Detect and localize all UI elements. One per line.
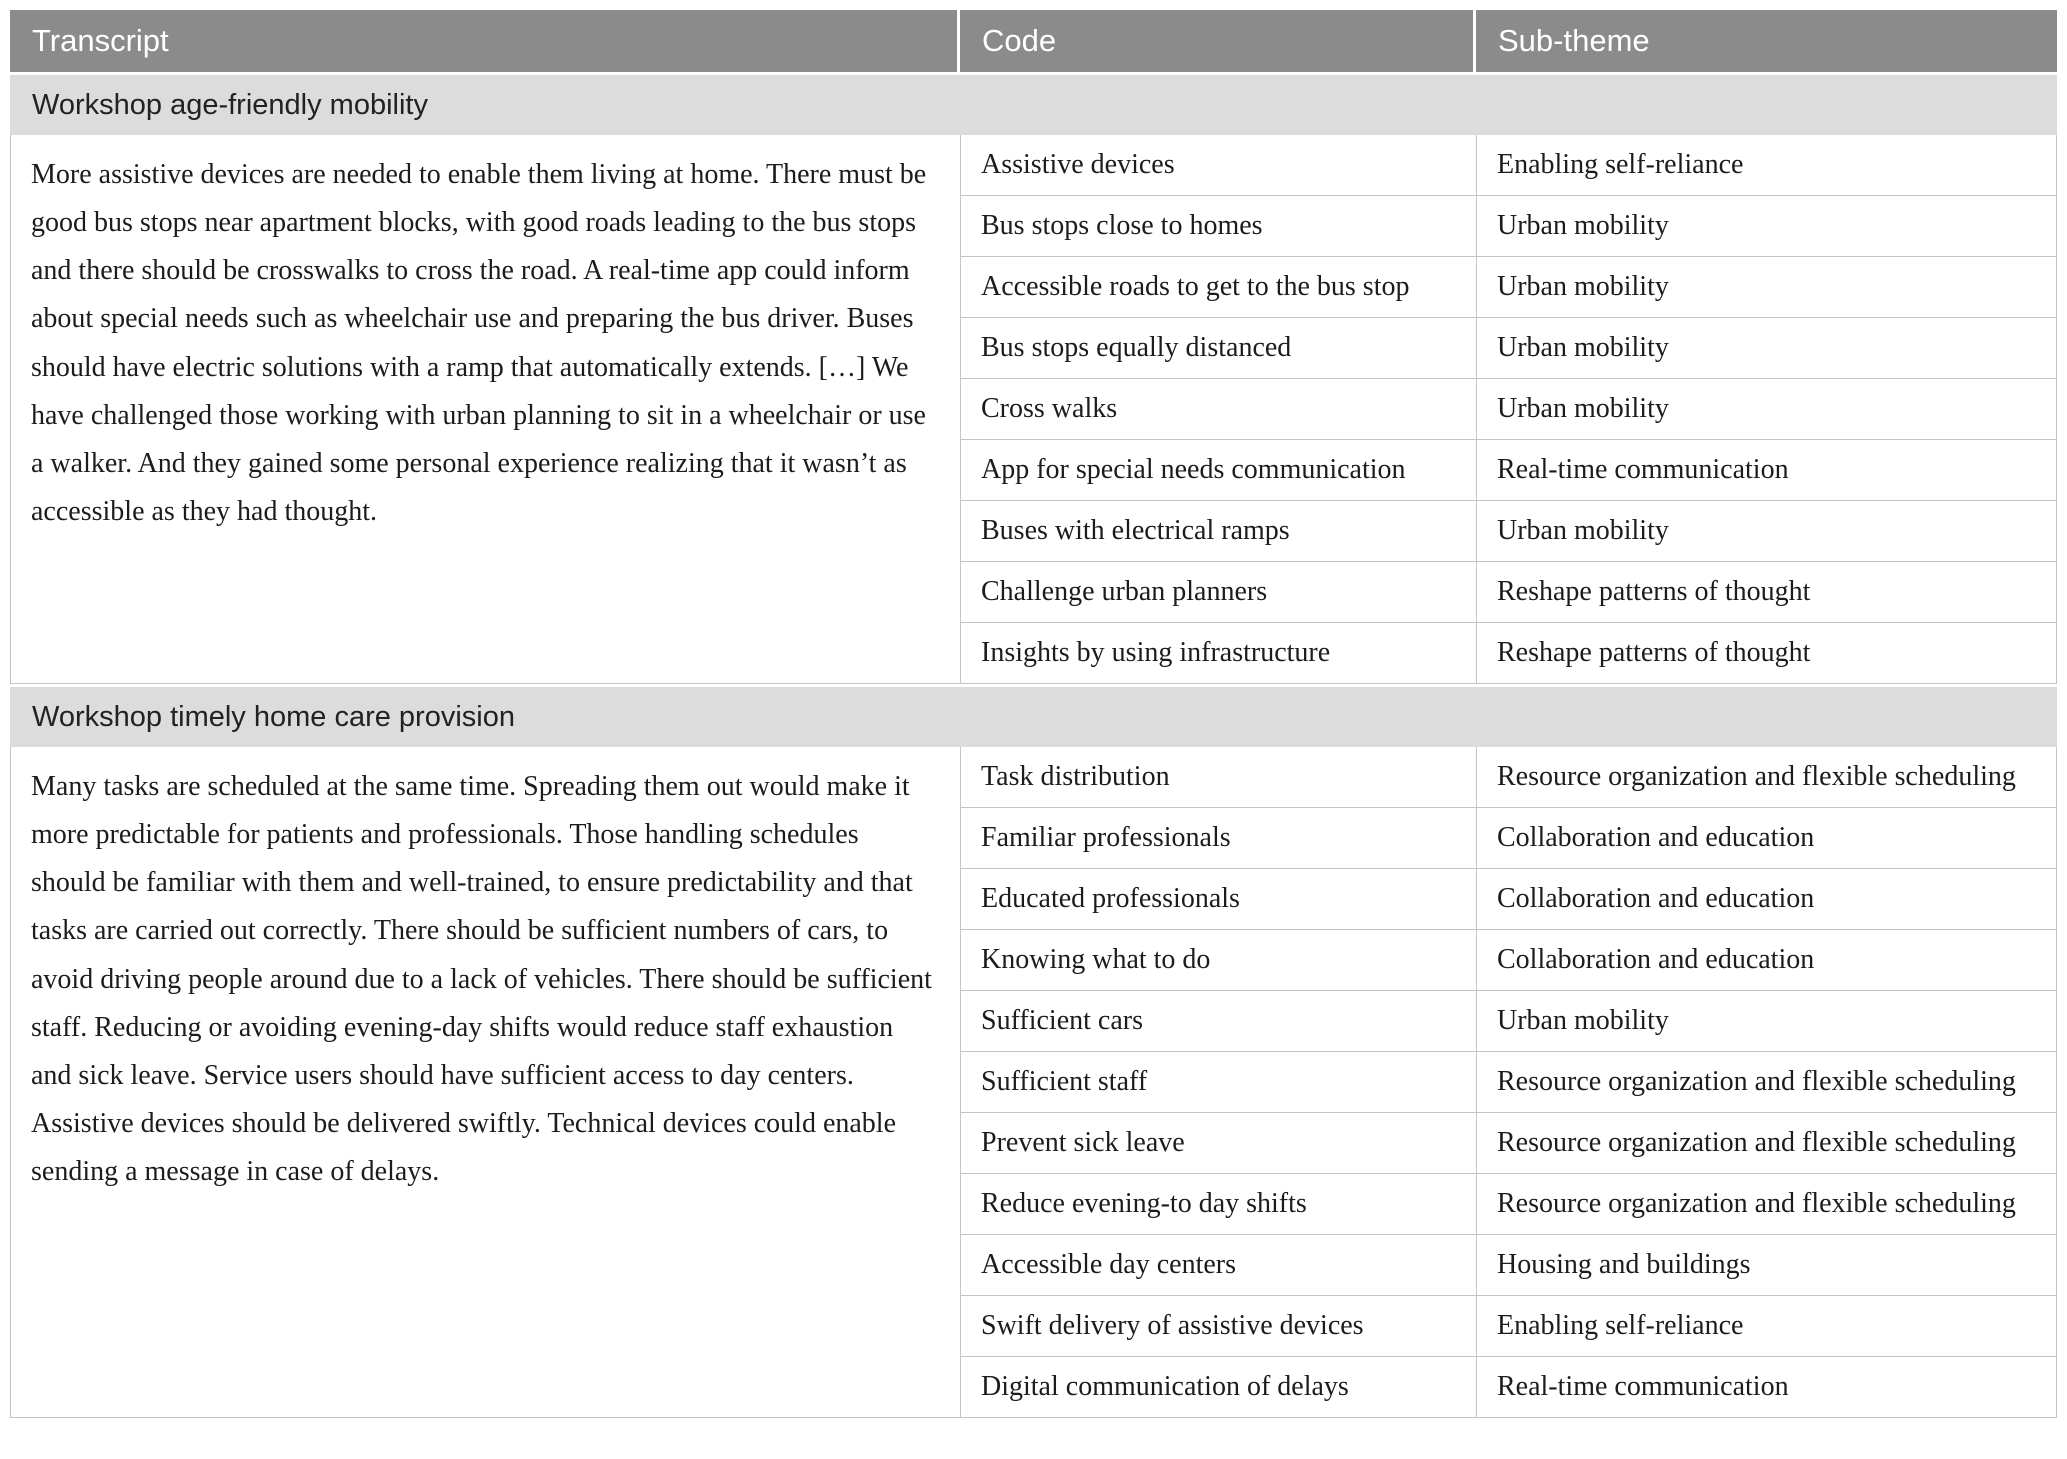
code-row (961, 135, 2056, 196)
code-row (961, 257, 2056, 318)
table-header-row (10, 10, 2057, 72)
code-cell: Assistive devices (961, 135, 1477, 195)
section-body (10, 747, 2057, 1418)
code-cell: Insights by using infrastructure (961, 623, 1477, 683)
subtheme-cell: Resource organization and flexible scheduling (1497, 1188, 2016, 1219)
code-cell: Buses with electrical ramps (961, 501, 1477, 561)
subtheme-cell: Real-time communication (1497, 1371, 1789, 1402)
subtheme-cell: Housing and buildings (1497, 1249, 1751, 1280)
code-cell: Bus stops equally distanced (961, 318, 1477, 378)
column-header-transcript: Transcript (10, 10, 960, 72)
code-row (961, 1235, 2056, 1296)
section-title: Workshop timely home care provision (10, 687, 2057, 747)
code-cell: Familiar professionals (961, 808, 1477, 868)
subtheme-cell: Urban mobility (1497, 1005, 1669, 1036)
subtheme-cell: Urban mobility (1497, 332, 1669, 363)
code-row (961, 1052, 2056, 1113)
subtheme-cell: Resource organization and flexible scheduling (1497, 1066, 2016, 1097)
subtheme-cell: Urban mobility (1497, 210, 1669, 241)
transcript-cell: Many tasks are scheduled at the same time. Spreading them out would make it more predictable for patients and professionals. Those handling schedules should be familiar with them and well-trained, to ensure predictability and that tasks are carried out correctly. There should be sufficient numbers of cars, to avoid driving people around due to a lack of vehicles. There should be sufficient staff. Reducing or avoiding evening-day shifts would reduce staff exhaustion and sick leave. Service users should have sufficient access to day centers. Assistive devices should be delivered swiftly. Technical devices could enable sending a message in case of delays. (11, 747, 961, 1418)
code-row (961, 1357, 2056, 1418)
code-row (961, 562, 2056, 623)
code-cell: Educated professionals (961, 869, 1477, 929)
section-body (10, 135, 2057, 684)
code-cell: Digital communication of delays (961, 1357, 1477, 1417)
coding-table (10, 10, 2057, 1418)
section-title: Workshop age-friendly mobility (10, 75, 2057, 135)
code-row (961, 991, 2056, 1052)
code-row (961, 869, 2056, 930)
code-row (961, 379, 2056, 440)
code-row (961, 808, 2056, 869)
code-cell: Sufficient cars (961, 991, 1477, 1051)
code-cell: Accessible roads to get to the bus stop (961, 257, 1477, 317)
subtheme-cell: Urban mobility (1497, 393, 1669, 424)
subtheme-cell: Reshape patterns of thought (1497, 576, 1811, 607)
code-row (961, 930, 2056, 991)
transcript-cell: More assistive devices are needed to enable them living at home. There must be good bus stops near apartment blocks, with good roads leading to the bus stops and there should be crosswalks to cross the road. A real-time app could inform about special needs such as wheelchair use and preparing the bus driver. Buses should have electric solutions with a ramp that automatically extends. […] We have challenged those working with urban planning to sit in a wheelchair or use a walker. And they gained some personal experience realizing that it wasn’t as accessible as they had thought. (11, 135, 961, 684)
subtheme-cell: Enabling self-reliance (1497, 149, 1744, 180)
code-cell: Sufficient staff (961, 1052, 1477, 1112)
subtheme-cell: Collaboration and education (1497, 883, 1815, 914)
code-row (961, 623, 2056, 684)
column-header-subtheme: Sub-theme (1476, 10, 2057, 72)
code-row (961, 440, 2056, 501)
code-row (961, 1296, 2056, 1357)
code-cell: Challenge urban planners (961, 562, 1477, 622)
code-rows (961, 747, 2056, 1418)
code-cell: Prevent sick leave (961, 1113, 1477, 1173)
code-row (961, 196, 2056, 257)
code-cell: Reduce evening-to day shifts (961, 1174, 1477, 1234)
subtheme-cell: Collaboration and education (1497, 822, 1815, 853)
code-cell: Accessible day centers (961, 1235, 1477, 1295)
code-row (961, 501, 2056, 562)
code-row (961, 747, 2056, 808)
subtheme-cell: Enabling self-reliance (1497, 1310, 1744, 1341)
subtheme-cell: Real-time communication (1497, 454, 1789, 485)
subtheme-cell: Urban mobility (1497, 515, 1669, 546)
code-row (961, 318, 2056, 379)
code-cell: Task distribution (961, 747, 1477, 807)
code-row (961, 1174, 2056, 1235)
code-row (961, 1113, 2056, 1174)
subtheme-cell: Reshape patterns of thought (1497, 637, 1811, 668)
code-cell: Knowing what to do (961, 930, 1477, 990)
subtheme-cell: Collaboration and education (1497, 944, 1815, 975)
code-cell: Bus stops close to homes (961, 196, 1477, 256)
code-cell: Swift delivery of assistive devices (961, 1296, 1477, 1356)
subtheme-cell: Resource organization and flexible scheduling (1497, 1127, 2016, 1158)
code-rows (961, 135, 2056, 684)
code-cell: App for special needs communication (961, 440, 1477, 500)
subtheme-cell: Urban mobility (1497, 271, 1669, 302)
subtheme-cell: Resource organization and flexible scheduling (1497, 761, 2016, 792)
table-body (10, 75, 2057, 1418)
code-cell: Cross walks (961, 379, 1477, 439)
column-header-code: Code (960, 10, 1476, 72)
